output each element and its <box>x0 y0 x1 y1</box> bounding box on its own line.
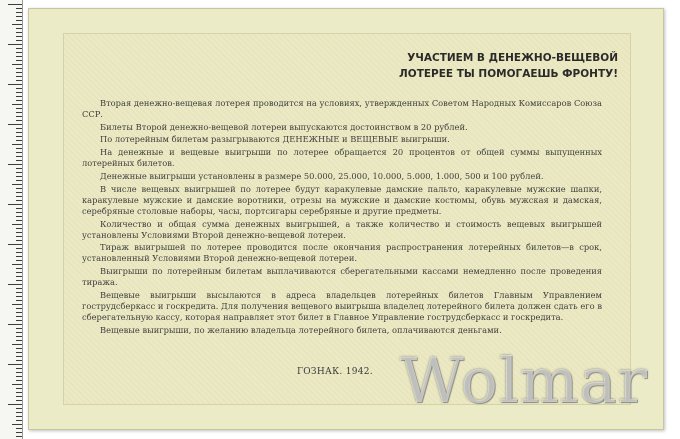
ruler-tick <box>16 76 22 77</box>
ruler-tick <box>16 268 22 269</box>
ruler-tick <box>16 176 22 177</box>
ruler-tick <box>12 304 22 305</box>
slogan-heading <box>378 50 618 82</box>
terms-paragraph: Тираж выигрышей по лотерее проводится после окончания распространения лотерейных билетов—в срок, установленный Условиями Второй денежно-вещевой лотереи. <box>82 242 602 264</box>
ruler-tick <box>16 412 22 413</box>
ruler-tick <box>8 324 22 325</box>
ruler-tick <box>16 340 22 341</box>
ruler-tick <box>16 128 22 129</box>
ruler-tick <box>16 332 22 333</box>
ruler-tick <box>16 112 22 113</box>
ruler-tick <box>16 140 22 141</box>
ruler-tick <box>16 316 22 317</box>
ruler-tick <box>16 360 22 361</box>
ruler-tick <box>16 212 22 213</box>
ruler-tick <box>16 400 22 401</box>
ruler-tick <box>16 56 22 57</box>
terms-paragraph: На денежные и вещевые выигрыши по лотерее обращается 20 процентов от общей суммы выпущенных лотерейных билетов. <box>82 147 602 169</box>
ruler-tick <box>8 204 22 205</box>
ruler-tick <box>16 256 22 257</box>
ruler-tick <box>16 228 22 229</box>
ruler-tick <box>16 320 22 321</box>
ruler-tick <box>16 28 22 29</box>
ruler-tick <box>12 64 22 65</box>
ruler-tick <box>16 408 22 409</box>
ruler-tick <box>8 4 22 5</box>
ruler-tick <box>16 276 22 277</box>
watermark-logo: Wolmar <box>400 344 649 417</box>
terms-paragraph: Денежные выигрыши установлены в размере 50.000, 25.000, 10.000, 5.000, 1.000, 500 и 100 рублей. <box>100 170 544 181</box>
ruler-tick <box>16 20 22 21</box>
ruler-tick <box>16 232 22 233</box>
ruler-tick <box>16 436 22 437</box>
ruler-tick <box>16 108 22 109</box>
ruler-tick <box>16 172 22 173</box>
ruler-tick <box>16 328 22 329</box>
terms-paragraph: Вторая денежно-вещевая лотерея проводится на условиях, утвержденных Советом Народных Комиссаров Союза ССР. <box>82 98 602 120</box>
ruler-tick <box>16 308 22 309</box>
ruler-tick <box>16 348 22 349</box>
ruler-tick <box>12 384 22 385</box>
ruler-tick <box>16 120 22 121</box>
ruler-tick <box>16 16 22 17</box>
ruler-tick <box>16 36 22 37</box>
ruler-tick <box>16 376 22 377</box>
ruler-tick <box>16 160 22 161</box>
ruler-tick <box>16 40 22 41</box>
ruler-tick <box>16 352 22 353</box>
ruler-tick <box>16 116 22 117</box>
ruler-tick <box>16 192 22 193</box>
terms-paragraph: В числе вещевых выигрышей по лотерее будут каракулевые дамские пальто, каракулевые мужские шапки, каракулевые мужские и дамские воротники, отрезы на мужские и дамские костюмы, обувь мужская и дамская, серебряные столовые наборы, часы, портсигары серебряные и другие предметы. <box>82 183 602 216</box>
ruler-tick <box>16 92 22 93</box>
printer-imprint: ГОЗНАК. 1942. <box>297 367 373 377</box>
ruler-tick <box>16 220 22 221</box>
ruler-tick <box>16 380 22 381</box>
ruler-tick <box>16 152 22 153</box>
ruler-tick <box>16 372 22 373</box>
ruler-tick <box>16 52 22 53</box>
ruler-tick <box>16 208 22 209</box>
ruler-tick <box>16 388 22 389</box>
ruler-tick <box>16 156 22 157</box>
ruler-tick <box>8 364 22 365</box>
ruler-tick <box>16 396 22 397</box>
ruler-tick <box>12 104 22 105</box>
lottery-terms-text <box>82 98 602 337</box>
ruler-tick <box>12 24 22 25</box>
ruler-tick <box>16 312 22 313</box>
ruler-tick <box>16 48 22 49</box>
ruler-tick <box>8 164 22 165</box>
terms-paragraph: Билеты Второй денежно-вещевой лотереи выпускаются достоинством в 20 рублей. <box>100 121 468 132</box>
ruler-tick <box>16 60 22 61</box>
ruler-tick <box>12 424 22 425</box>
ruler-tick <box>16 32 22 33</box>
ruler-tick <box>16 168 22 169</box>
ruler-tick <box>8 44 22 45</box>
ruler-tick <box>16 288 22 289</box>
ruler-tick <box>16 420 22 421</box>
terms-paragraph: По лотерейным билетам разыгрываются ДЕНЕЖНЫЕ и ВЕЩЕВЫЕ выигрыши. <box>100 134 450 145</box>
ruler-tick <box>16 252 22 253</box>
ruler-tick <box>16 180 22 181</box>
ruler-tick <box>16 280 22 281</box>
ruler-tick <box>16 368 22 369</box>
ruler-tick <box>16 236 22 237</box>
ruler-tick <box>16 148 22 149</box>
terms-paragraph: Вещевые выигрыши, по желанию владельца лотерейного билета, оплачиваются деньгами. <box>100 324 502 335</box>
ruler-tick <box>16 188 22 189</box>
ruler-tick <box>16 336 22 337</box>
ruler-tick <box>16 416 22 417</box>
slogan-line-2: ЛОТЕРЕЕ ТЫ ПОМОГАЕШЬ ФРОНТУ! <box>399 68 618 80</box>
ruler-tick <box>16 196 22 197</box>
ruler-tick <box>16 200 22 201</box>
ruler-tick <box>16 432 22 433</box>
ruler-tick <box>16 132 22 133</box>
ruler-tick <box>16 296 22 297</box>
ruler-tick <box>16 100 22 101</box>
ruler-tick <box>12 144 22 145</box>
ruler-tick <box>8 124 22 125</box>
ruler-tick <box>16 300 22 301</box>
terms-paragraph: Выигрыши по лотерейным билетам выплачиваются сберегательными кассами немедленно после проведения тиража. <box>82 266 602 288</box>
ruler-tick <box>16 392 22 393</box>
ruler-tick <box>12 344 22 345</box>
ruler-tick <box>16 88 22 89</box>
ruler-tick <box>16 428 22 429</box>
ruler-tick <box>16 240 22 241</box>
ruler-tick <box>16 272 22 273</box>
ruler-tick <box>16 8 22 9</box>
terms-paragraph: Вещевые выигрыши высылаются в адреса владельцев лотерейных билетов Главным Управлением гострудсберкасс и госкредита. Для получения вещевого выигрыша владелец лотерейного билета должен сдать его в сберегательную кассу, которая направляет этот билет в Главное Управление гострудсберкасс и госкредита. <box>82 289 602 323</box>
ruler-tick <box>16 356 22 357</box>
ruler-tick <box>16 292 22 293</box>
ruler-tick <box>12 224 22 225</box>
slogan-line-1: УЧАСТИЕМ В ДЕНЕЖНО-ВЕЩЕВОЙ <box>407 52 618 64</box>
ruler-tick <box>12 264 22 265</box>
ruler-tick <box>8 284 22 285</box>
ruler-tick <box>8 244 22 245</box>
ruler-tick <box>16 72 22 73</box>
ruler-tick <box>16 68 22 69</box>
ruler-tick <box>16 136 22 137</box>
terms-paragraph: Количество и общая сумма денежных выигрышей, а также количество и стоимость вещевых выигрышей установлены Условиями Второй денежно-вещевой лотереи. <box>82 218 602 240</box>
ruler-tick <box>16 12 22 13</box>
ruler-tick <box>16 96 22 97</box>
ruler-tick <box>16 216 22 217</box>
ruler-tick <box>16 248 22 249</box>
measurement-ruler <box>0 0 23 439</box>
ruler-tick <box>12 184 22 185</box>
ruler-tick <box>8 404 22 405</box>
ruler-tick <box>8 84 22 85</box>
ruler-tick <box>16 260 22 261</box>
ruler-tick <box>16 80 22 81</box>
